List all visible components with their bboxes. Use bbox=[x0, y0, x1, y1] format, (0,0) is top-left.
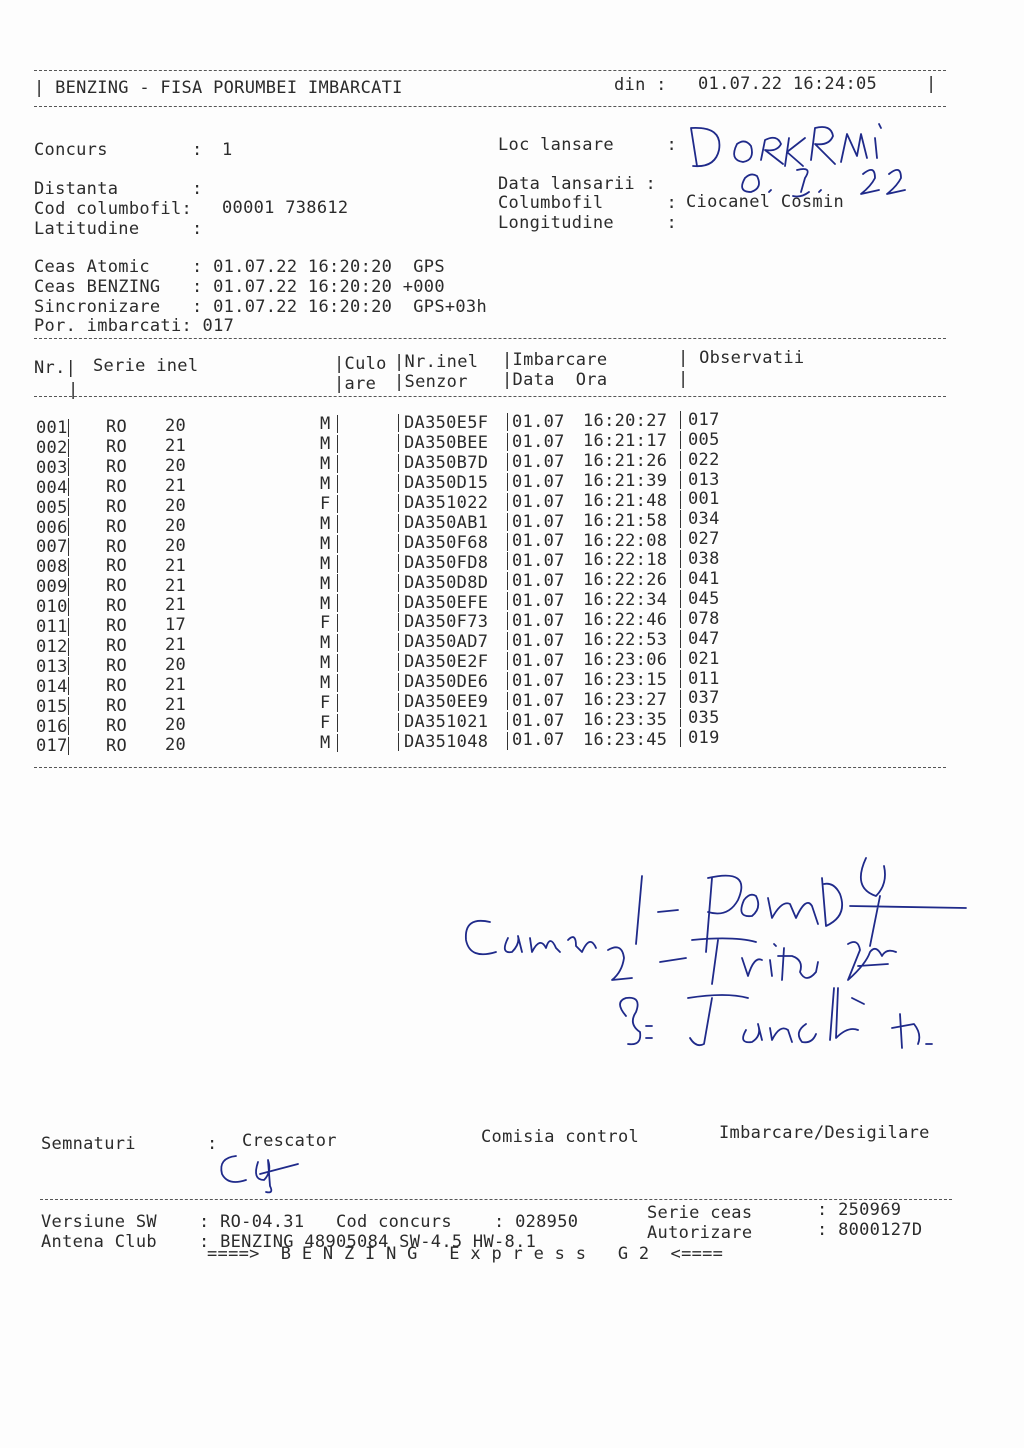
row-obs: 045 bbox=[688, 588, 720, 609]
row-country: RO bbox=[106, 516, 128, 537]
col-imbarcare-header: |Imbarcare bbox=[502, 350, 608, 370]
row-date: 01.07 bbox=[512, 611, 565, 632]
row-date: 01.07 bbox=[512, 650, 565, 671]
row-sex: M bbox=[320, 434, 331, 455]
imbarcare-desigilare-label: Imbarcare/Desigilare bbox=[719, 1123, 930, 1143]
row-date: 01.07 bbox=[512, 630, 565, 651]
row-nr: 012 bbox=[36, 636, 68, 657]
table-top-rule bbox=[34, 338, 946, 339]
latitudine-label: Latitudine : bbox=[34, 219, 203, 239]
data-lansarii-label: Data lansarii : bbox=[498, 174, 657, 194]
row-sex: F bbox=[320, 494, 331, 515]
handwritten-release-place bbox=[685, 108, 915, 198]
column-divider bbox=[507, 433, 508, 451]
column-divider bbox=[68, 578, 69, 596]
row-nr: 001 bbox=[36, 418, 68, 438]
col-nr-header: Nr.| bbox=[34, 358, 77, 378]
row-nr: 006 bbox=[36, 517, 68, 538]
autorizare-value: : 8000127D bbox=[817, 1220, 923, 1240]
row-time: 16:23:27 bbox=[583, 689, 668, 710]
row-obs: 021 bbox=[688, 648, 720, 669]
row-date: 01.07 bbox=[512, 511, 565, 532]
columbofil-value: Ciocanel Cosmin bbox=[686, 192, 845, 212]
column-divider bbox=[680, 451, 681, 469]
column-divider bbox=[507, 413, 508, 431]
column-divider bbox=[507, 513, 508, 531]
column-divider bbox=[680, 471, 681, 489]
column-divider bbox=[507, 453, 508, 471]
col-observatii-header: | Observatii bbox=[678, 348, 805, 368]
row-sensor: DA350EE9 bbox=[404, 692, 489, 712]
row-sensor: DA350D8D bbox=[404, 572, 489, 593]
row-year: 20 bbox=[165, 655, 187, 676]
row-time: 16:22:46 bbox=[583, 610, 668, 631]
row-year: 20 bbox=[165, 416, 187, 437]
col-are-header: |are bbox=[334, 374, 377, 394]
header-right-bar: | bbox=[926, 74, 937, 94]
row-sex: F bbox=[320, 693, 331, 714]
sincronizare: Sincronizare : 01.07.22 16:20:20 GPS+03h bbox=[34, 297, 487, 317]
row-obs: 001 bbox=[688, 489, 720, 510]
row-sensor: DA350D15 bbox=[404, 473, 489, 494]
row-time: 16:22:18 bbox=[583, 550, 668, 571]
semnaturi-colon: : bbox=[207, 1134, 218, 1154]
column-divider bbox=[337, 734, 338, 752]
longitudine-label: Longitudine : bbox=[498, 213, 678, 233]
column-divider bbox=[68, 598, 69, 616]
row-country: RO bbox=[106, 735, 128, 756]
column-divider bbox=[398, 633, 399, 651]
row-obs: 005 bbox=[688, 429, 720, 450]
column-divider bbox=[398, 494, 399, 512]
column-divider bbox=[337, 455, 338, 473]
row-sensor: DA350AB1 bbox=[404, 512, 489, 533]
row-country: RO bbox=[106, 437, 128, 458]
row-year: 20 bbox=[165, 714, 187, 735]
row-obs: 034 bbox=[688, 509, 720, 530]
row-year: 20 bbox=[165, 456, 187, 477]
column-divider bbox=[398, 454, 399, 472]
row-obs: 078 bbox=[688, 608, 720, 629]
cod-columbofil-value: 00001 738612 bbox=[222, 198, 349, 218]
column-divider bbox=[507, 572, 508, 590]
row-sex: M bbox=[320, 533, 331, 554]
breeder-signature bbox=[218, 1146, 308, 1196]
row-time: 16:23:15 bbox=[583, 669, 668, 690]
column-divider bbox=[507, 612, 508, 630]
column-divider bbox=[680, 570, 681, 588]
row-time: 16:21:39 bbox=[583, 470, 668, 491]
column-divider bbox=[68, 558, 69, 576]
row-sensor: DA351048 bbox=[404, 731, 489, 752]
row-sensor: DA350EFE bbox=[404, 592, 489, 613]
column-divider bbox=[337, 614, 338, 632]
row-year: 21 bbox=[165, 635, 187, 656]
column-divider bbox=[507, 493, 508, 511]
handwritten-commission-signatures bbox=[456, 848, 976, 1058]
col-culo-header: |Culo bbox=[334, 354, 387, 374]
row-time: 16:22:26 bbox=[583, 570, 668, 591]
row-obs: 041 bbox=[688, 569, 720, 590]
row-obs: 038 bbox=[688, 549, 720, 570]
autorizare-label: Autorizare bbox=[647, 1223, 753, 1243]
row-time: 16:22:53 bbox=[583, 630, 668, 651]
column-divider bbox=[680, 709, 681, 727]
row-sensor: DA350E5F bbox=[404, 413, 489, 434]
row-time: 16:23:06 bbox=[583, 649, 668, 670]
row-sex: F bbox=[320, 613, 331, 634]
row-sensor: DA350F73 bbox=[404, 612, 489, 633]
row-country: RO bbox=[106, 695, 128, 716]
column-divider bbox=[337, 495, 338, 513]
row-sex: M bbox=[320, 454, 331, 475]
row-obs: 035 bbox=[688, 708, 720, 729]
row-year: 21 bbox=[165, 675, 187, 696]
row-nr: 003 bbox=[36, 457, 68, 478]
column-divider bbox=[398, 574, 399, 592]
column-divider bbox=[68, 697, 69, 715]
row-country: RO bbox=[106, 536, 128, 557]
row-obs: 027 bbox=[688, 529, 720, 550]
row-obs: 013 bbox=[688, 469, 720, 490]
column-divider bbox=[680, 650, 681, 668]
ceas-atomic: Ceas Atomic : 01.07.22 16:20:20 GPS bbox=[34, 257, 445, 277]
row-sensor: DA350FD8 bbox=[404, 552, 489, 573]
row-sensor: DA351021 bbox=[404, 711, 489, 732]
col-senzor-header: |Senzor bbox=[394, 372, 468, 392]
row-date: 01.07 bbox=[512, 710, 565, 731]
document-title: | BENZING - FISA PORUMBEI IMBARCATI bbox=[34, 78, 403, 98]
column-divider bbox=[337, 694, 338, 712]
row-year: 21 bbox=[165, 694, 187, 715]
concurs-label: Concurs : bbox=[34, 140, 203, 160]
column-divider bbox=[398, 613, 399, 631]
row-sex: M bbox=[320, 593, 331, 614]
column-divider bbox=[337, 475, 338, 493]
column-divider bbox=[398, 434, 399, 452]
row-country: RO bbox=[106, 616, 128, 637]
row-nr: 004 bbox=[36, 477, 68, 498]
concurs-value: 1 bbox=[222, 140, 233, 160]
distanta-label: Distanta : bbox=[34, 179, 203, 199]
row-sex: M bbox=[320, 414, 331, 435]
row-date: 01.07 bbox=[512, 451, 565, 472]
column-divider bbox=[398, 713, 399, 731]
row-year: 20 bbox=[165, 535, 187, 556]
row-nr: 013 bbox=[36, 656, 68, 677]
row-time: 16:21:48 bbox=[583, 490, 668, 511]
row-country: RO bbox=[106, 675, 128, 696]
column-divider bbox=[337, 654, 338, 672]
col-data-ora-header: |Data Ora bbox=[502, 370, 608, 390]
row-country: RO bbox=[106, 715, 128, 736]
table-bottom-rule bbox=[34, 767, 946, 768]
row-date: 01.07 bbox=[512, 690, 565, 711]
antena-club: Antena Club : BENZING 48905084 SW-4.5 HW-8.1 bbox=[41, 1232, 537, 1252]
header-top-rule bbox=[34, 70, 946, 71]
row-sensor: DA350DE6 bbox=[404, 672, 489, 693]
row-nr: 008 bbox=[36, 557, 68, 578]
row-date: 01.07 bbox=[512, 531, 565, 552]
column-divider bbox=[68, 677, 69, 695]
column-divider bbox=[507, 712, 508, 730]
row-date: 01.07 bbox=[512, 571, 565, 592]
row-year: 20 bbox=[165, 734, 187, 755]
din-label: din : bbox=[614, 75, 667, 95]
row-date: 01.07 bbox=[512, 730, 565, 751]
column-divider bbox=[680, 690, 681, 708]
row-year: 21 bbox=[165, 595, 187, 616]
column-divider bbox=[507, 652, 508, 670]
row-time: 16:21:58 bbox=[583, 510, 668, 531]
row-nr: 011 bbox=[36, 617, 68, 637]
column-divider bbox=[337, 574, 338, 592]
column-divider bbox=[68, 498, 69, 516]
column-divider bbox=[680, 510, 681, 528]
column-divider bbox=[680, 590, 681, 608]
column-divider bbox=[68, 717, 69, 735]
row-nr: 007 bbox=[36, 537, 68, 558]
semnaturi-label: Semnaturi bbox=[41, 1134, 136, 1154]
column-divider bbox=[507, 632, 508, 650]
column-divider bbox=[337, 555, 338, 573]
row-obs: 022 bbox=[688, 449, 720, 470]
column-divider bbox=[337, 594, 338, 612]
row-sensor: DA350E2F bbox=[404, 652, 489, 673]
column-divider bbox=[398, 673, 399, 691]
row-sex: M bbox=[320, 573, 331, 594]
column-divider bbox=[398, 554, 399, 572]
row-country: RO bbox=[106, 596, 128, 617]
benzing-express-banner: ====> B E N Z I N G E x p r e s s G 2 <==== bbox=[207, 1244, 724, 1264]
serie-ceas-label: Serie ceas bbox=[647, 1203, 753, 1223]
ceas-benzing: Ceas BENZING : 01.07.22 16:20:20 +000 bbox=[34, 277, 445, 297]
row-nr: 005 bbox=[36, 497, 68, 518]
column-divider bbox=[507, 552, 508, 570]
row-obs: 017 bbox=[688, 409, 720, 430]
row-country: RO bbox=[106, 476, 128, 497]
row-country: RO bbox=[106, 636, 128, 657]
row-time: 16:21:26 bbox=[583, 450, 668, 471]
column-divider bbox=[337, 515, 338, 533]
row-nr: 014 bbox=[36, 676, 68, 697]
column-divider bbox=[680, 729, 681, 747]
column-divider bbox=[507, 672, 508, 690]
column-divider bbox=[398, 514, 399, 532]
column-divider bbox=[68, 638, 69, 656]
column-divider bbox=[398, 693, 399, 711]
column-divider bbox=[398, 534, 399, 552]
column-divider bbox=[507, 692, 508, 710]
row-obs: 019 bbox=[688, 728, 720, 749]
row-country: RO bbox=[106, 576, 128, 597]
row-time: 16:22:34 bbox=[583, 590, 668, 611]
column-divider bbox=[680, 610, 681, 628]
column-divider bbox=[507, 473, 508, 491]
column-divider bbox=[68, 538, 69, 556]
row-time: 16:20:27 bbox=[583, 411, 668, 432]
row-sex: M bbox=[320, 474, 331, 495]
cod-columbofil-label: Cod columbofil: bbox=[34, 199, 193, 219]
serie-ceas-value: : 250969 bbox=[817, 1200, 902, 1220]
column-divider bbox=[398, 653, 399, 671]
column-divider bbox=[680, 670, 681, 688]
column-divider bbox=[680, 491, 681, 509]
column-divider bbox=[398, 474, 399, 492]
column-divider bbox=[680, 411, 681, 429]
column-divider bbox=[68, 518, 69, 536]
row-obs: 011 bbox=[688, 668, 720, 689]
comisia-control-label: Comisia control bbox=[481, 1127, 640, 1147]
column-divider bbox=[337, 435, 338, 453]
column-divider bbox=[398, 594, 399, 612]
row-year: 21 bbox=[165, 436, 187, 457]
crescator-label: Crescator bbox=[242, 1131, 337, 1151]
column-divider bbox=[680, 431, 681, 449]
header-bottom-rule bbox=[34, 106, 946, 107]
row-date: 01.07 bbox=[512, 491, 565, 512]
versiune-sw: Versiune SW : RO-04.31 Cod concurs : 028950 bbox=[41, 1212, 579, 1232]
row-sex: M bbox=[320, 732, 331, 753]
row-sensor: DA350AD7 bbox=[404, 632, 489, 653]
column-divider bbox=[337, 535, 338, 553]
column-divider bbox=[68, 737, 69, 755]
row-obs: 047 bbox=[688, 628, 720, 649]
row-sex: M bbox=[320, 633, 331, 654]
print-datetime: 01.07.22 16:24:05 bbox=[698, 74, 878, 94]
row-sex: M bbox=[320, 513, 331, 534]
column-divider bbox=[507, 533, 508, 551]
row-sex: F bbox=[320, 712, 331, 733]
column-divider bbox=[507, 592, 508, 610]
row-sex: M bbox=[320, 653, 331, 674]
row-nr: 010 bbox=[36, 597, 68, 618]
row-date: 01.07 bbox=[512, 471, 565, 492]
row-nr: 016 bbox=[36, 716, 68, 737]
row-country: RO bbox=[106, 556, 128, 577]
row-nr: 015 bbox=[36, 696, 68, 717]
row-year: 21 bbox=[165, 476, 187, 497]
row-country: RO bbox=[106, 496, 128, 517]
row-date: 01.07 bbox=[512, 412, 565, 433]
column-divider bbox=[68, 439, 69, 457]
row-sensor: DA350BEE bbox=[404, 433, 489, 454]
row-country: RO bbox=[106, 456, 128, 477]
porumbei-imbarcati: Por. imbarcati: 017 bbox=[34, 316, 235, 336]
column-divider bbox=[398, 733, 399, 751]
column-divider bbox=[398, 414, 399, 432]
row-year: 20 bbox=[165, 495, 187, 516]
column-divider bbox=[680, 530, 681, 548]
row-sensor: DA350B7D bbox=[404, 453, 489, 474]
column-divider bbox=[507, 732, 508, 750]
col-nr-header-bar: | bbox=[68, 380, 79, 400]
row-country: RO bbox=[106, 417, 128, 438]
row-year: 17 bbox=[165, 615, 187, 636]
column-divider bbox=[337, 714, 338, 732]
column-divider bbox=[68, 657, 69, 675]
footer-rule bbox=[40, 1199, 952, 1200]
row-time: 16:21:17 bbox=[583, 431, 668, 452]
table-header-rule bbox=[34, 396, 946, 397]
row-date: 01.07 bbox=[512, 591, 565, 612]
row-time: 16:23:35 bbox=[583, 709, 668, 730]
row-date: 01.07 bbox=[512, 431, 565, 452]
columbofil-label: Columbofil : bbox=[498, 193, 678, 213]
row-sex: M bbox=[320, 673, 331, 694]
column-divider bbox=[680, 550, 681, 568]
column-divider bbox=[337, 674, 338, 692]
row-year: 20 bbox=[165, 515, 187, 536]
row-year: 21 bbox=[165, 555, 187, 576]
row-nr: 002 bbox=[36, 437, 68, 458]
column-divider bbox=[68, 478, 69, 496]
row-country: RO bbox=[106, 655, 128, 676]
column-divider bbox=[68, 419, 69, 437]
row-time: 16:23:45 bbox=[583, 729, 668, 750]
column-divider bbox=[68, 618, 69, 636]
loc-lansare-label: Loc lansare : bbox=[498, 135, 678, 155]
row-nr: 017 bbox=[36, 736, 68, 757]
column-divider bbox=[337, 415, 338, 433]
col-nrinel-header: |Nr.inel bbox=[394, 352, 479, 372]
row-nr: 009 bbox=[36, 577, 68, 598]
col-serie-header: Serie inel bbox=[93, 356, 199, 376]
row-time: 16:22:08 bbox=[583, 530, 668, 551]
row-sensor: DA351022 bbox=[404, 493, 489, 513]
row-sensor: DA350F68 bbox=[404, 532, 489, 553]
row-year: 21 bbox=[165, 575, 187, 596]
col-observatii-header-bar: | bbox=[678, 369, 689, 389]
row-date: 01.07 bbox=[512, 670, 565, 691]
column-divider bbox=[680, 630, 681, 648]
column-divider bbox=[68, 458, 69, 476]
row-sex: M bbox=[320, 553, 331, 574]
column-divider bbox=[337, 634, 338, 652]
row-date: 01.07 bbox=[512, 551, 565, 572]
row-obs: 037 bbox=[688, 688, 720, 709]
